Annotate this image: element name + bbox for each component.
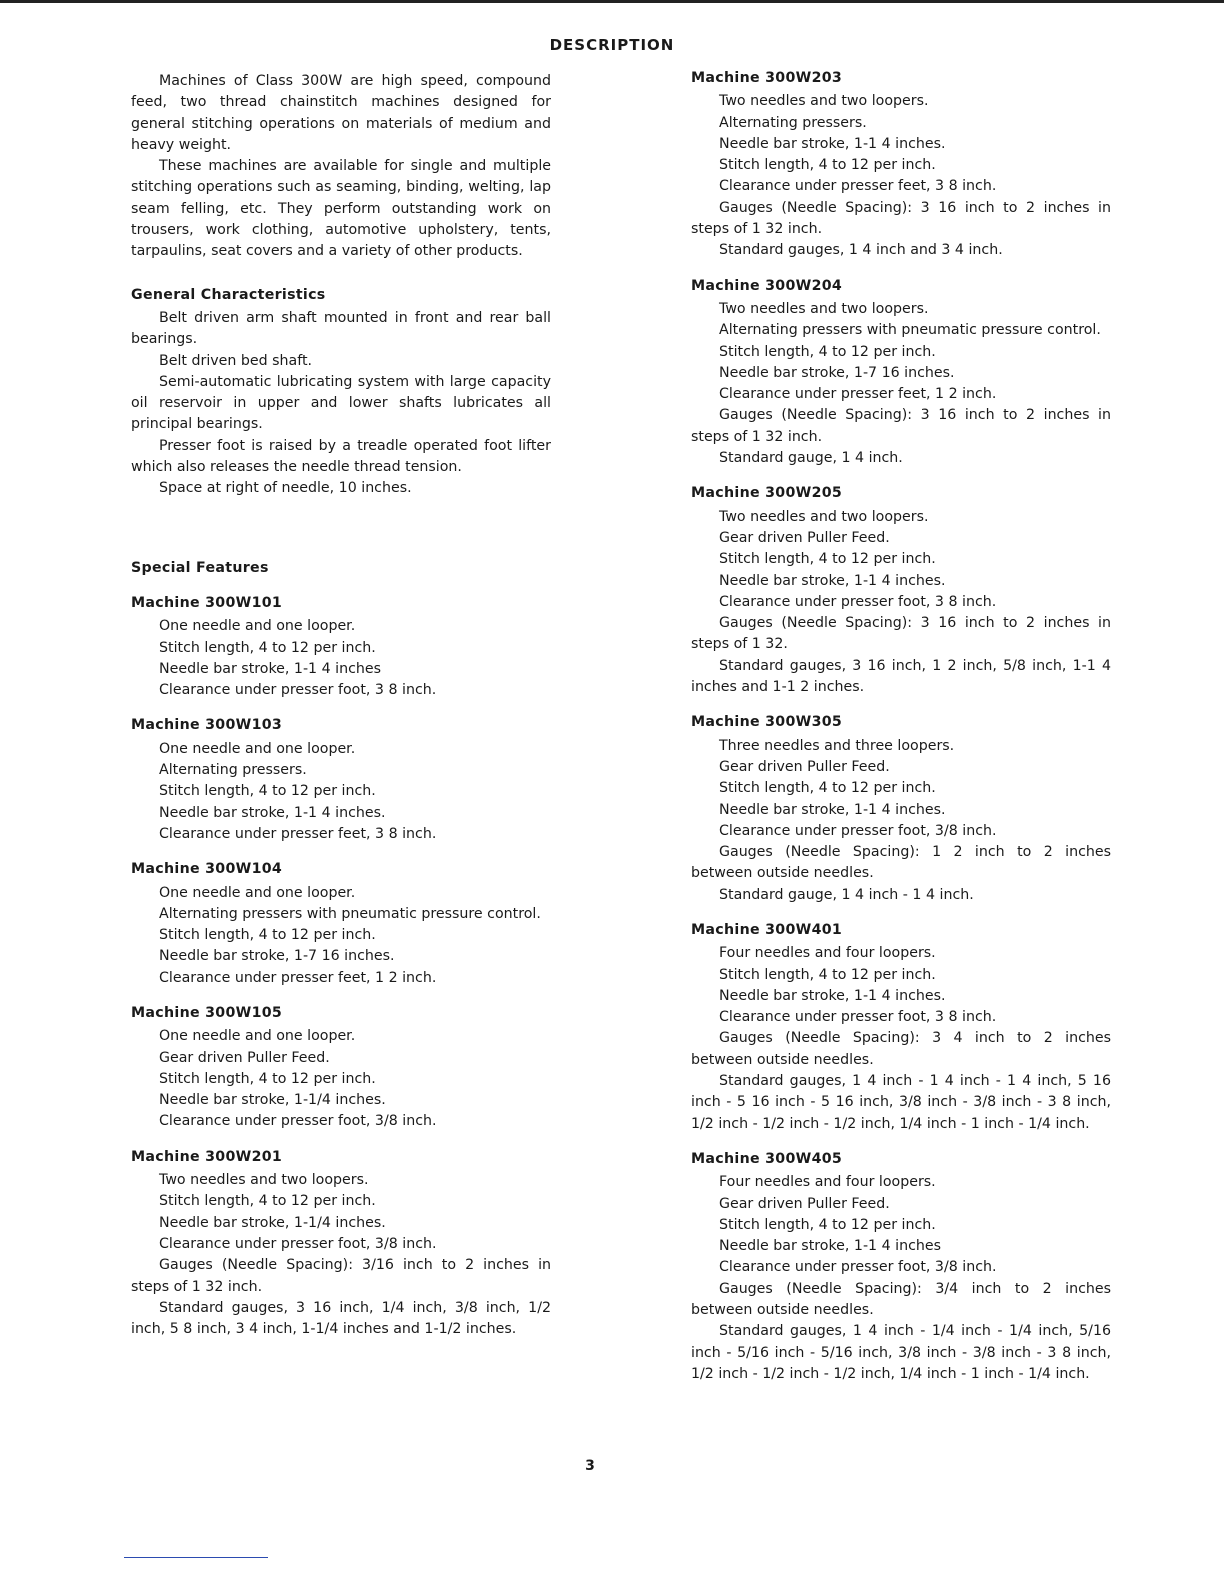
machine-spec-line: Needle bar stroke, 1-1 4 inches. — [719, 135, 946, 152]
machine-spec-line: Gauges (Needle Spacing): 3 16 inch to 2 inches in steps of 1 32 inch. — [691, 407, 1111, 445]
page-number: 3 — [585, 1458, 595, 1474]
top-rule — [0, 0, 1224, 3]
machine-spec-line: Gear driven Puller Feed. — [719, 1195, 890, 1212]
machine-spec-line: Alternating pressers. — [159, 762, 307, 779]
machine-spec-line: Standard gauges, 1 4 inch - 1 4 inch - 1 4 inch, 5 16 inch - 5 16 inch - 5 16 inch, 3/8 inch - 3/8 inch - 3 8 inch, 1/2 inch - 1/2 inch - 1/2 inch, 1/4 inch - 1 inch - 1/4 inch. — [691, 1073, 1111, 1132]
machine-heading: Machine 300W103 — [131, 717, 283, 734]
machine-spec-line: Gear driven Puller Feed. — [719, 758, 890, 775]
machine-heading: Machine 300W204 — [691, 277, 843, 294]
machine-heading: Machine 300W405 — [691, 1150, 843, 1167]
general-item: Space at right of needle, 10 inches. — [159, 480, 412, 497]
machine-heading: Machine 300W305 — [691, 714, 843, 731]
machine-spec-line: Stitch length, 4 to 12 per inch. — [719, 343, 936, 360]
machine-spec-line: Needle bar stroke, 1-1 4 inches — [719, 1238, 941, 1255]
intro-paragraph-1: Machines of Class 300W are high speed, compound feed, two thread chainstitch machines designed for general stitching operations on materials of medium and heavy weight. — [131, 73, 551, 153]
machine-spec-line: Needle bar stroke, 1-1/4 inches. — [159, 1092, 386, 1109]
machine-heading: Machine 300W401 — [691, 921, 843, 938]
machine-spec-line: Four needles and four loopers. — [719, 945, 936, 962]
machine-spec-line: Alternating pressers with pneumatic pressure control. — [159, 905, 541, 922]
machine-spec-line: Stitch length, 4 to 12 per inch. — [159, 1070, 376, 1087]
machine-heading: Machine 300W205 — [691, 485, 843, 502]
machine-heading: Machine 300W203 — [691, 70, 843, 86]
machine-spec-line: Clearance under presser foot, 3 8 inch. — [719, 593, 997, 610]
machine-spec-line: Stitch length, 4 to 12 per inch. — [159, 1193, 376, 1210]
machine-spec-line: Clearance under presser feet, 1 2 inch. — [719, 386, 997, 403]
machine-spec-line: Gear driven Puller Feed. — [719, 529, 890, 546]
machine-spec-line: One needle and one looper. — [159, 884, 356, 901]
machine-spec-line: Gauges (Needle Spacing): 3 4 inch to 2 inches between outside needles. — [691, 1030, 1111, 1068]
general-item: Semi-automatic lubricating system with large capacity oil reservoir in upper and lower shafts lubricates all principal bearings. — [131, 373, 551, 433]
machine-spec-line: Stitch length, 4 to 12 per inch. — [719, 966, 936, 983]
machine-spec-line: Stitch length, 4 to 12 per inch. — [719, 157, 936, 174]
machine-spec-line: One needle and one looper. — [159, 740, 356, 757]
machine-spec-line: Clearance under presser foot, 3/8 inch. — [159, 1113, 437, 1130]
machine-spec-line: Needle bar stroke, 1-1/4 inches. — [159, 1214, 386, 1231]
machine-spec-line: Stitch length, 4 to 12 per inch. — [719, 780, 936, 797]
general-characteristics-heading: General Characteristics — [131, 286, 326, 303]
machine-spec-line: Gauges (Needle Spacing): 3 16 inch to 2 inches in steps of 1 32 inch. — [691, 199, 1111, 238]
machine-spec-line: Two needles and two loopers. — [719, 300, 929, 317]
machine-spec-line: Gear driven Puller Feed. — [159, 1049, 330, 1066]
machine-spec-line: Clearance under presser foot, 3 8 inch. — [159, 682, 437, 699]
machine-spec-line: Needle bar stroke, 1-1 4 inches. — [159, 804, 386, 821]
left-machine-list — [131, 593, 551, 1341]
machine-spec-line: Stitch length, 4 to 12 per inch. — [719, 1216, 936, 1233]
machine-spec-line: One needle and one looper. — [159, 618, 356, 635]
page-title: DESCRIPTION — [549, 36, 675, 54]
footnote-rule — [124, 1557, 268, 1558]
left-column — [131, 71, 551, 1340]
machine-spec-line: Clearance under presser foot, 3/8 inch. — [719, 822, 997, 839]
machine-spec-line: Stitch length, 4 to 12 per inch. — [719, 551, 936, 568]
machine-spec-line: Stitch length, 4 to 12 per inch. — [159, 783, 376, 800]
machine-spec-line: Standard gauge, 1 4 inch - 1 4 inch. — [719, 886, 974, 903]
general-item: Belt driven bed shaft. — [159, 352, 313, 369]
machine-spec-line: Needle bar stroke, 1-1 4 inches. — [719, 572, 946, 589]
machine-spec-line: Standard gauges, 3 16 inch, 1 2 inch, 5/8 inch, 1-1 4 inches and 1-1 2 inches. — [691, 657, 1111, 696]
machine-spec-line: Clearance under presser feet, 3 8 inch. — [719, 178, 997, 195]
machine-spec-line: Clearance under presser feet, 1 2 inch. — [159, 969, 437, 986]
machine-spec-line: Needle bar stroke, 1-1 4 inches. — [719, 801, 946, 818]
machine-heading: Machine 300W104 — [131, 861, 283, 878]
machine-heading: Machine 300W201 — [131, 1148, 283, 1165]
right-column — [691, 68, 1111, 1385]
machine-spec-line: Standard gauges, 1 4 inch - 1/4 inch - 1/4 inch, 5/16 inch - 5/16 inch - 5/16 inch, 3/8 inch - 3/8 inch - 3 8 inch, 1/2 inch - 1/2 inch - 1/2 inch, 1/4 inch - 1 inch - 1/4 inch. — [691, 1323, 1111, 1382]
machine-spec-line: Needle bar stroke, 1-7 16 inches. — [719, 364, 955, 381]
machine-spec-line: Stitch length, 4 to 12 per inch. — [159, 927, 376, 944]
machine-spec-line: Standard gauge, 1 4 inch. — [719, 450, 903, 467]
machine-spec-line: Standard gauges, 1 4 inch and 3 4 inch. — [719, 242, 1003, 259]
machine-spec-line: Stitch length, 4 to 12 per inch. — [159, 639, 376, 656]
machine-heading: Machine 300W105 — [131, 1004, 283, 1021]
machine-spec-line: Needle bar stroke, 1-1 4 inches. — [719, 987, 946, 1004]
machine-spec-line: Clearance under presser foot, 3/8 inch. — [719, 1259, 997, 1276]
general-item: Belt driven arm shaft mounted in front and rear ball bearings. — [131, 309, 551, 348]
machine-spec-line: Two needles and two loopers. — [159, 1172, 369, 1189]
machine-spec-line: Alternating pressers. — [719, 114, 867, 131]
machine-spec-line: Three needles and three loopers. — [719, 737, 955, 754]
machine-heading: Machine 300W101 — [131, 594, 283, 611]
machine-spec-line: Two needles and two loopers. — [719, 508, 929, 525]
general-item: Presser foot is raised by a treadle operated foot lifter which also releases the needle thread tension. — [131, 437, 551, 476]
intro-paragraph-2: These machines are available for single and multiple stitching operations such as seaming, binding, welting, lap seam felling, etc. They perform outstanding work on trousers, work clothing, automotive upholstery, tents, tarpaulins, seat covers and a variety of other products. — [131, 158, 551, 260]
machine-spec-line: Needle bar stroke, 1-7 16 inches. — [159, 948, 395, 965]
machine-spec-line: Two needles and two loopers. — [719, 93, 929, 110]
machine-spec-line: Gauges (Needle Spacing): 3/16 inch to 2 inches in steps of 1 32 inch. — [131, 1257, 551, 1295]
machine-spec-line: Four needles and four loopers. — [719, 1174, 936, 1191]
machine-spec-line: Gauges (Needle Spacing): 1 2 inch to 2 inches between outside needles. — [691, 844, 1111, 882]
machine-spec-line: Alternating pressers with pneumatic pressure control. — [719, 322, 1101, 339]
machine-spec-line: Clearance under presser foot, 3/8 inch. — [159, 1235, 437, 1252]
machine-spec-line: Clearance under presser foot, 3 8 inch. — [719, 1009, 997, 1026]
machine-spec-line: One needle and one looper. — [159, 1028, 356, 1045]
machine-spec-line: Gauges (Needle Spacing): 3/4 inch to 2 inches between outside needles. — [691, 1280, 1111, 1319]
machine-spec-line: Needle bar stroke, 1-1 4 inches — [159, 660, 381, 677]
machine-spec-line: Standard gauges, 3 16 inch, 1/4 inch, 3/8 inch, 1/2 inch, 5 8 inch, 3 4 inch, 1-1/4 inches and 1-1/2 inches. — [131, 1299, 551, 1338]
machine-spec-line: Clearance under presser feet, 3 8 inch. — [159, 825, 437, 842]
machine-spec-line: Gauges (Needle Spacing): 3 16 inch to 2 inches in steps of 1 32. — [691, 615, 1111, 653]
special-features-heading: Special Features — [131, 559, 269, 576]
right-machine-list — [691, 68, 1111, 1385]
